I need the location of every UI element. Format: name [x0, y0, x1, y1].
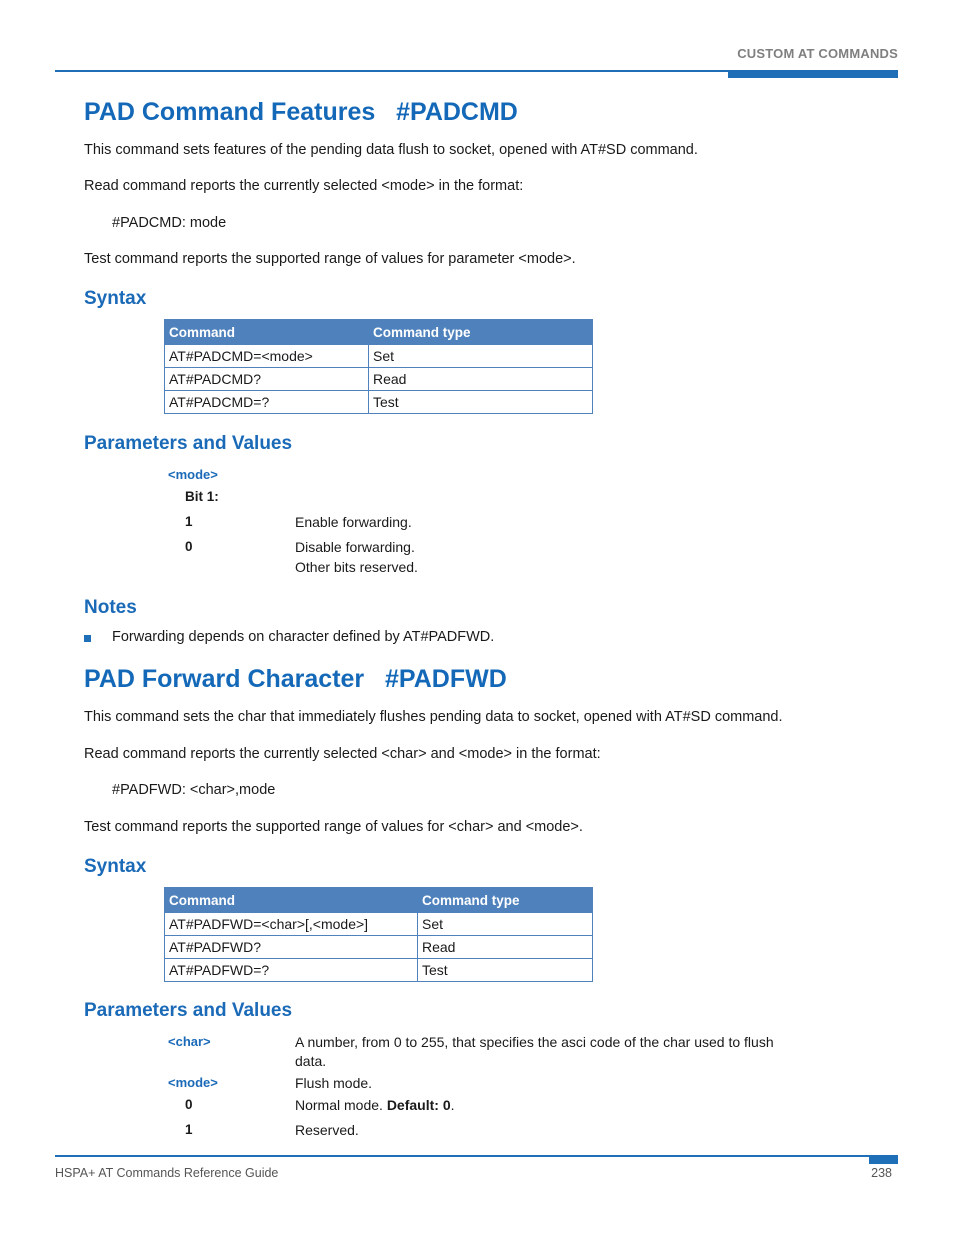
- value-label: 0: [185, 1097, 193, 1112]
- table-cell: AT#PADFWD=?: [165, 959, 418, 982]
- table-cell: AT#PADCMD=<mode>: [165, 345, 369, 368]
- footer-rule: [55, 1155, 898, 1157]
- table-row: [165, 936, 593, 959]
- padfwd-read-format: #PADFWD: <char>,mode: [112, 782, 276, 798]
- table-row: [165, 368, 593, 391]
- default-label: Default: 0: [386, 1097, 451, 1113]
- table-row: [165, 345, 593, 368]
- padfwd-params-heading: Parameters and Values: [84, 1000, 293, 1021]
- value-description: [295, 1095, 455, 1115]
- value-label: 1: [185, 1122, 193, 1137]
- table-row: [165, 959, 593, 982]
- value-description: Enable forwarding.: [295, 514, 412, 530]
- footer-tab-accent: [869, 1155, 898, 1164]
- header-tab-accent: [728, 70, 898, 78]
- padcmd-syntax-heading: Syntax: [84, 288, 147, 309]
- value-description-text: Normal mode.: [295, 1097, 387, 1113]
- table-header-cell: Command: [165, 320, 369, 345]
- padcmd-title: PAD Command Features #PADCMD: [84, 98, 518, 126]
- padfwd-description: This command sets the char that immediately flushes pending data to socket, opened with AT#SD command.: [84, 709, 783, 725]
- param-name-char: <char>: [168, 1034, 211, 1049]
- note-item: Forwarding depends on character defined by AT#PADFWD.: [112, 629, 495, 645]
- padcmd-params-heading: Parameters and Values: [84, 433, 293, 454]
- table-cell: Test: [369, 391, 593, 414]
- padfwd-syntax-heading: Syntax: [84, 856, 147, 877]
- padfwd-read-text: Read command reports the currently selected <char> and <mode> in the format:: [84, 746, 601, 762]
- value-description: Disable forwarding.: [295, 539, 415, 555]
- table-cell: AT#PADCMD=?: [165, 391, 369, 414]
- header-section-label: CUSTOM AT COMMANDS: [737, 46, 898, 61]
- padcmd-notes-heading: Notes: [84, 597, 137, 618]
- padcmd-description: This command sets features of the pending data flush to socket, opened with AT#SD command.: [84, 142, 698, 158]
- bullet-icon: [84, 635, 91, 642]
- padcmd-read-format: #PADCMD: mode: [112, 215, 227, 231]
- padcmd-syntax-table: [164, 319, 593, 414]
- table-cell: Read: [369, 368, 593, 391]
- value-description-extra: Other bits reserved.: [295, 559, 418, 575]
- table-row: [165, 913, 593, 936]
- table-cell: Set: [418, 913, 593, 936]
- param-char-description-cont: data.: [295, 1053, 327, 1069]
- table-header-row: [165, 888, 593, 913]
- param-char-description: A number, from 0 to 255, that specifies the asci code of the char used to flush: [295, 1034, 774, 1050]
- table-cell: AT#PADFWD?: [165, 936, 418, 959]
- table-header-cell: Command type: [369, 320, 593, 345]
- table-cell: Test: [418, 959, 593, 982]
- padcmd-test-text: Test command reports the supported range of values for parameter <mode>.: [84, 251, 576, 267]
- table-cell: AT#PADFWD=<char>[,<mode>]: [165, 913, 418, 936]
- table-header-row: [165, 320, 593, 345]
- table-header-cell: Command type: [418, 888, 593, 913]
- value-label: 0: [185, 539, 193, 554]
- value-label: 1: [185, 514, 193, 529]
- bit-label: Bit 1:: [185, 489, 219, 504]
- footer-doc-title: HSPA+ AT Commands Reference Guide: [55, 1166, 279, 1180]
- padfwd-syntax-table: [164, 887, 593, 982]
- param-mode-description: Flush mode.: [295, 1075, 373, 1091]
- padcmd-read-text: Read command reports the currently selected <mode> in the format:: [84, 178, 524, 194]
- value-description: Reserved.: [295, 1122, 359, 1138]
- table-cell: Read: [418, 936, 593, 959]
- table-row: [165, 391, 593, 414]
- padfwd-test-text: Test command reports the supported range of values for <char> and <mode>.: [84, 819, 583, 835]
- footer-page-number: 238: [871, 1166, 892, 1180]
- table-cell: AT#PADCMD?: [165, 368, 369, 391]
- value-description-tail: .: [450, 1097, 455, 1113]
- table-cell: Set: [369, 345, 593, 368]
- param-name-mode: <mode>: [168, 467, 218, 482]
- param-name-mode: <mode>: [168, 1075, 218, 1090]
- table-header-cell: Command: [165, 888, 418, 913]
- padfwd-title: PAD Forward Character #PADFWD: [84, 665, 507, 693]
